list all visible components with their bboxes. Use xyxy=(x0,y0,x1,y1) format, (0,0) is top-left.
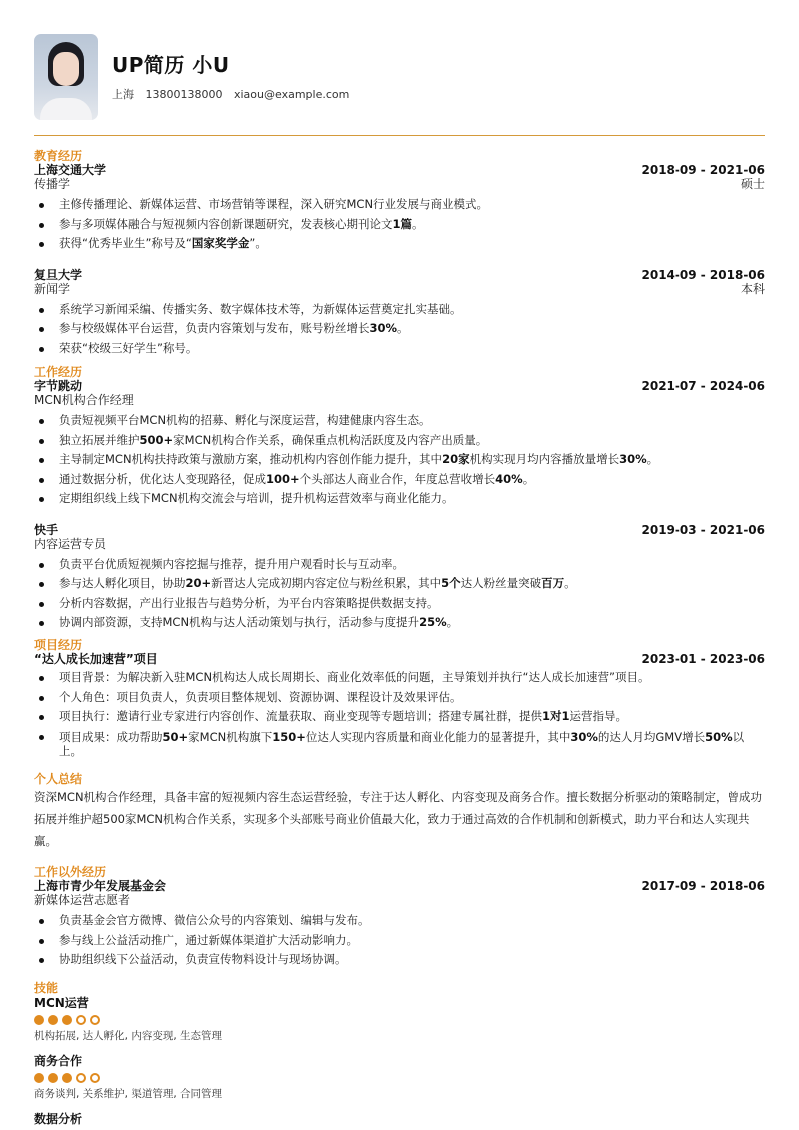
major: 新闻学 xyxy=(34,281,71,296)
work-entry xyxy=(34,379,765,509)
contact-email[interactable]: xiaou@example.com xyxy=(233,88,350,102)
rating-dot-empty-icon xyxy=(76,1015,86,1025)
bullet-item: 协助组织线下公益活动，负责宣传物料设计与现场协调。 xyxy=(34,950,765,970)
section-title-skills: 技能 xyxy=(34,981,59,995)
rating-dot-filled-icon xyxy=(34,1073,44,1083)
contact-phone: 13800138000 xyxy=(145,88,223,102)
rating-dot-filled-icon xyxy=(48,1015,58,1025)
skill-keywords: 商务谈判, 关系维护, 渠道管理, 合同管理 xyxy=(34,1088,223,1100)
bullet-item: 项目执行：邀请行业专家进行内容创作、流量获取、商业变现等专题培训；搭建专属社群，提供1对1运营指导。 xyxy=(34,707,765,727)
skill-name: 商务合作 xyxy=(34,1054,83,1068)
header-divider xyxy=(34,135,765,136)
bullet-item: 参与达人孵化项目，协助20+新晋达人完成初期内容定位与粉丝积累，其中5个达人粉丝量突破百万。 xyxy=(34,574,765,594)
entry-date: 2021-07 - 2024-06 xyxy=(641,379,765,393)
bullet-item: 定期组织线上线下MCN机构交流会与培训，提升机构运营效率与商业化能力。 xyxy=(34,489,765,509)
bullet-item: 协调内部资源，支持MCN机构与达人活动策划与执行，活动参与度提升25%。 xyxy=(34,613,765,633)
entry-date: 2017-09 - 2018-06 xyxy=(641,879,765,893)
project-entry xyxy=(34,652,765,758)
project-name: “达人成长加速营”项目 xyxy=(34,652,158,666)
rating-dot-filled-icon xyxy=(62,1073,72,1083)
bullet-item: 参与线上公益活动推广，通过新媒体渠道扩大活动影响力。 xyxy=(34,931,765,951)
bullet-item: 个人角色：项目负责人，负责项目整体规划、资源协调、课程设计及效果评估。 xyxy=(34,688,765,708)
summary-section xyxy=(34,772,765,852)
job-role: MCN机构合作经理 xyxy=(34,393,134,407)
summary-text: 资深MCN机构合作经理，具备丰富的短视频内容生态运营经验，专注于达人孵化、内容变现及商务合作。擅长数据分析驱动的策略制定，曾成功拓展并维护超500家MCN机构合作关系，实现多个头部账号商业价值最大化，致力于通过高效的合作机制和创新模式，助力平台和达人实现共赢。 xyxy=(34,790,763,848)
org-name: 上海市青少年发展基金会 xyxy=(34,879,167,893)
major: 传播学 xyxy=(34,177,71,191)
rating-dot-filled-icon xyxy=(62,1015,72,1025)
bullet-item: 负责短视频平台MCN机构的招募、孵化与深度运营，构建健康内容生态。 xyxy=(34,411,765,431)
school-name: 复旦大学 xyxy=(34,267,83,282)
bullet-item: 主修传播理论、新媒体运营、市场营销等课程，深入研究MCN行业发展与商业模式。 xyxy=(34,195,765,215)
contact-info xyxy=(112,87,357,102)
degree: 硕士 xyxy=(740,177,765,191)
company-name: 快手 xyxy=(34,522,59,537)
section-title-summary: 个人总结 xyxy=(34,772,83,786)
bullet-item: 参与校级媒体平台运营，负责内容策划与发布，账号粉丝增长30%。 xyxy=(34,319,765,339)
entry-date: 2023-01 - 2023-06 xyxy=(641,652,765,666)
skill-name: 数据分析 xyxy=(34,1112,83,1126)
bullet-item: 分析内容数据，产出行业报告与趋势分析，为平台内容策略提供数据支持。 xyxy=(34,594,765,614)
education-section xyxy=(34,149,765,358)
volunteer-entry xyxy=(34,879,765,970)
bullet-item: 负责平台优质短视频内容挖掘与推荐，提升用户观看时长与互动率。 xyxy=(34,555,765,575)
rating-dot-empty-icon xyxy=(90,1073,100,1083)
candidate-name: UP简历 小U xyxy=(112,53,230,78)
section-title-volunteer: 工作以外经历 xyxy=(34,865,107,879)
job-role: 内容运营专员 xyxy=(34,536,107,551)
entry-date: 2014-09 - 2018-06 xyxy=(641,267,765,282)
skill-rating xyxy=(34,1015,765,1025)
education-entry xyxy=(34,163,765,254)
bullet-item: 获得“优秀毕业生”称号及“国家奖学金”。 xyxy=(34,234,765,254)
skill-keywords: 机构拓展, 达人孵化, 内容变现, 生态管理 xyxy=(34,1030,223,1042)
skill-rating xyxy=(34,1073,765,1083)
volunteer-section xyxy=(34,865,765,970)
bullet-item: 项目背景：为解决新入驻MCN机构达人成长周期长、商业化效率低的问题，主导策划并执行“达人成长加速营”项目。 xyxy=(34,668,765,688)
section-title-education: 教育经历 xyxy=(34,149,83,163)
rating-dot-filled-icon xyxy=(34,1015,44,1025)
bullet-item: 项目成果：成功帮助50+家MCN机构旗下150+位达人实现内容质量和商业化能力的显著提升，其中30%的达人月均GMV增长50%以上。 xyxy=(34,727,765,758)
entry-date: 2018-09 - 2021-06 xyxy=(641,163,765,177)
degree: 本科 xyxy=(740,281,765,296)
projects-section xyxy=(34,638,765,758)
volunteer-role: 新媒体运营志愿者 xyxy=(34,893,131,907)
skill-name: MCN运营 xyxy=(34,996,89,1010)
skill-item xyxy=(34,1053,765,1101)
contact-city: 上海 xyxy=(112,88,134,102)
work-entry xyxy=(34,523,765,633)
section-title-projects: 项目经历 xyxy=(34,638,83,652)
work-section xyxy=(34,365,765,633)
bullet-item: 荣获“校级三好学生”称号。 xyxy=(34,339,765,359)
rating-dot-empty-icon xyxy=(76,1073,86,1083)
company-name: 字节跳动 xyxy=(34,379,83,393)
rating-dot-filled-icon xyxy=(48,1073,58,1083)
skill-item xyxy=(34,1111,765,1127)
entry-date: 2019-03 - 2021-06 xyxy=(641,522,765,537)
resume-header xyxy=(34,34,357,120)
skill-item xyxy=(34,995,765,1043)
bullet-item: 系统学习新闻采编、传播实务、数字媒体技术等，为新媒体运营奠定扎实基础。 xyxy=(34,300,765,320)
section-title-work: 工作经历 xyxy=(34,365,83,379)
school-name: 上海交通大学 xyxy=(34,163,107,177)
bullet-item: 通过数据分析，优化达人变现路径，促成100+个头部达人商业合作，年度总营收增长40%。 xyxy=(34,470,765,490)
rating-dot-empty-icon xyxy=(90,1015,100,1025)
bullet-item: 负责基金会官方微博、微信公众号的内容策划、编辑与发布。 xyxy=(34,911,765,931)
skills-section xyxy=(34,981,765,1127)
bullet-item: 独立拓展并维护500+家MCN机构合作关系，确保重点机构活跃度及内容产出质量。 xyxy=(34,431,765,451)
bullet-item: 参与多项媒体融合与短视频内容创新课题研究，发表核心期刊论文1篇。 xyxy=(34,215,765,235)
bullet-item: 主导制定MCN机构扶持政策与激励方案，推动机构内容创作能力提升，其中20家机构实现月均内容播放量增长30%。 xyxy=(34,450,765,470)
education-entry xyxy=(34,268,765,359)
avatar-photo xyxy=(34,34,98,120)
